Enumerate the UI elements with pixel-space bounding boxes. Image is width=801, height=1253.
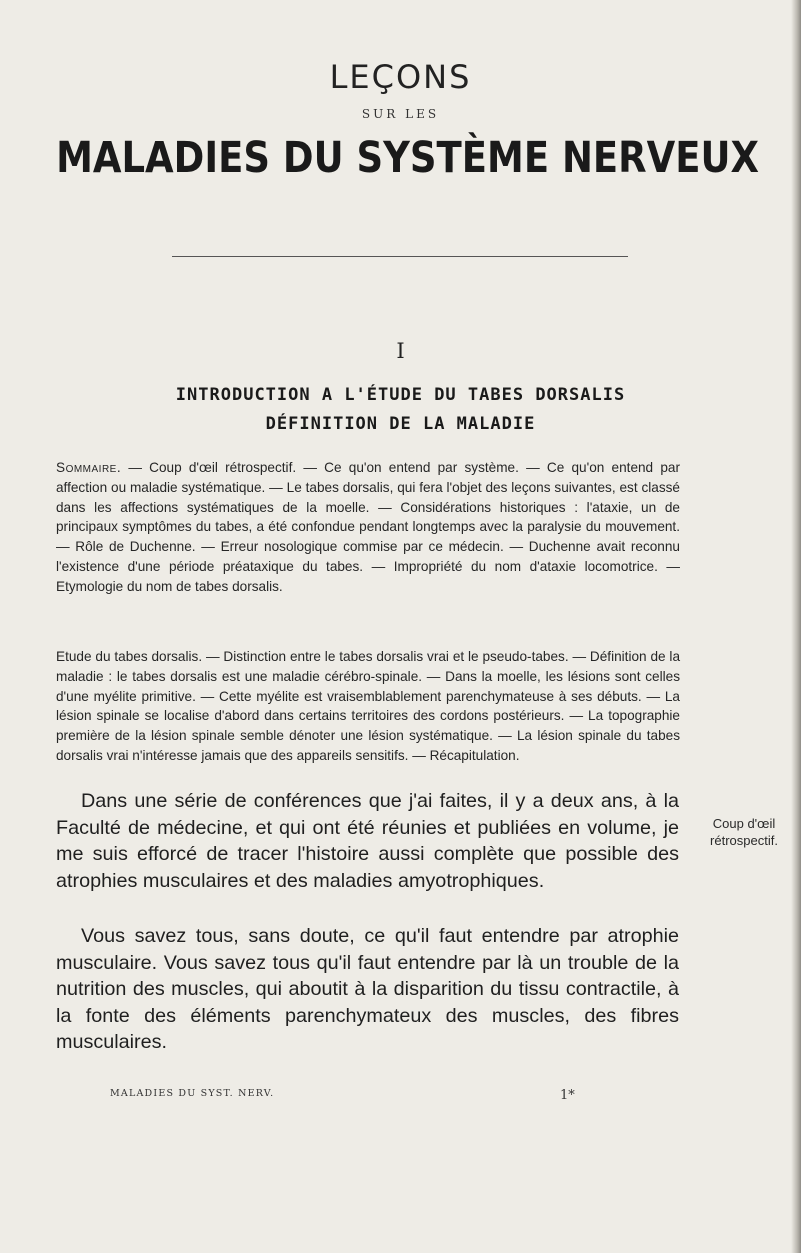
page-edge-shadow — [791, 0, 801, 1253]
body-paragraph-2: Vous savez tous, sans doute, ce qu'il faut entendre par atrophie musculaire. Vous savez tous qu'il faut entendre par là un trouble de la nutrition des muscles, qui aboutit à la disparition du tissu contractile, à la fonte des éléments parenchymateux des muscles, des fibres musculaires. — [56, 925, 679, 1054]
summary-text-2: Etude du tabes dorsalis. — Distinction entre le tabes dorsalis vrai et le pseudo-tabes. — Définition de la maladie : le tabes dorsalis est une maladie cérébro-spinale. — Dans la moelle, les lésions sont celles d'une myélite primitive. — Cette myélite est vraisemblablement parenchymateuse à ses débuts. — La lésion spinale se localise d'abord dans certains territoires des cordons postérieurs. — La topographie première de la lésion spinale semble dénoter une lésion systématique. — La lésion spinale du tabes dorsalis vrai n'intéresse jamais que des appareils sensitifs. — Récapitulation. — [56, 649, 680, 763]
title-lecons: LEÇONS — [329, 58, 472, 96]
chapter-subheading: DÉFINITION DE LA MALADIE — [265, 414, 536, 434]
chapter-number: I — [396, 339, 405, 363]
footer-signature: 1* — [560, 1088, 575, 1103]
margin-note — [690, 815, 798, 849]
footer-running-title: MALADIES DU SYST. NERV. — [110, 1088, 275, 1099]
summary-block-1 — [56, 458, 680, 597]
summary-text-1: — Coup d'œil rétrospectif. — Ce qu'on entend par système. — Ce qu'on entend par affection ou maladie systématique. — Le tabes dorsalis, qui fera l'objet des leçons suivantes, est classé dans les affections systématiques de la moelle. — Considérations historiques : l'ataxie, un de principaux symptômes du tabes, a été confondue pendant longtemps avec la paralysie du mouvement. — Rôle de Duchenne. — Erreur nosologique commise par ce médecin. — Duchenne avait reconnu l'existence d'une période préataxique du tabes. — Impropriété du nom d'ataxie locomotrice. — Etymologie du nom de tabes dorsalis. — [56, 460, 680, 594]
summary-block-2 — [56, 647, 680, 766]
title-rule-divider — [172, 256, 628, 257]
margin-note-line-2: rétrospectif. — [710, 833, 778, 848]
chapter-heading: INTRODUCTION A L'ÉTUDE DU TABES DORSALIS — [175, 385, 626, 405]
body-paragraph-1: Dans une série de conférences que j'ai faites, il y a deux ans, à la Faculté de médecine, et qui ont été réunies et publiées en volume, je me suis efforcé de tracer l'histoire aussi complète que possible des atrophies musculaires et des maladies amyotrophiques. — [56, 790, 679, 892]
margin-note-line-1: Coup d'œil — [712, 816, 776, 831]
title-sur-les: SUR LES — [361, 107, 440, 121]
summary-label: Sommaire. — [56, 460, 122, 475]
title-maladies: MALADIES DU SYSTÈME NERVEUX — [56, 133, 760, 183]
